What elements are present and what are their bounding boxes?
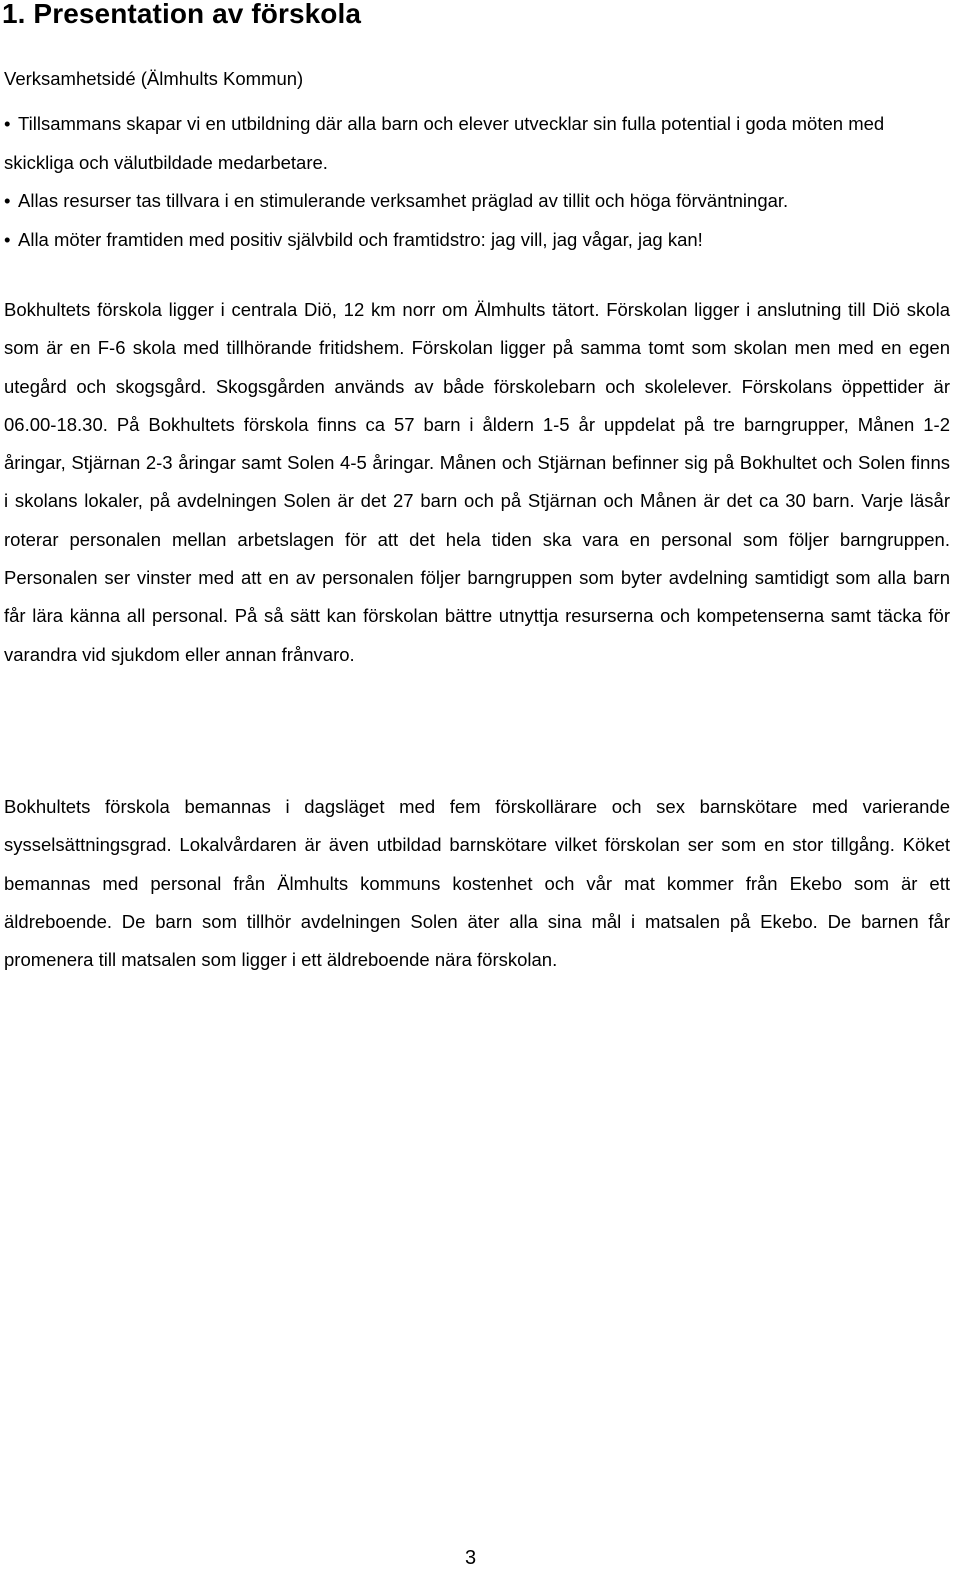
bullet-icon: •: [4, 190, 11, 212]
bullet-text: Alla möter framtiden med positiv självbild och framtidstro: jag vill, jag vågar, jag kan!: [18, 228, 703, 250]
paragraph-presentation: Bokhultets förskola ligger i centrala Diö, 12 km norr om Älmhults tätort. Förskolan ligger i anslutning till Diö skola som är en F-6 skola med tillhörande fritidshem. Förskolan ligger på samma tomt som skolan men med en egen utegård och skogsgård. Skogsgården används av både förskolebarn och skolelever. Förskolans öppettider är 06.00-18.30. På Bokhultets förskola finns ca 57 barn i åldern 1-5 år uppdelat på tre barngrupper, Månen 1-2 åringar, Stjärnan 2-3 åringar samt Solen 4-5 åringar. Månen och Stjärnan befinner sig på Bokhultet och Solen finns i skolans lokaler, på avdelningen Solen är det 27 barn och på Stjärnan och Månen är det ca 30 barn. Varje läsår roterar personalen mellan arbetslagen för att det hela tiden ska vara en personal som följer barngruppen. Personalen ser vinster med att en av personalen följer barngruppen som byter avdelning samtidigt som alla barn får lära känna all personal. På så sätt kan förskolan bättre utnyttja resurserna och kompetenserna samt täcka för varandra vid sjukdom eller annan frånvaro.: [4, 299, 950, 665]
bullet-list: [4, 105, 954, 259]
page-number: 3: [465, 1547, 477, 1569]
bullet-text: Tillsammans skapar vi en utbildning där alla barn och elever utvecklar sin fulla potential i goda möten med skickliga och välutbildade medarbetare.: [4, 113, 885, 173]
bullet-icon: •: [4, 228, 11, 250]
list-item: [4, 182, 954, 221]
list-item: [4, 105, 954, 182]
bullet-icon: •: [4, 113, 11, 134]
page-title: 1. Presentation av förskola: [2, 0, 362, 29]
section-subtitle: Verksamhetsidé (Älmhults Kommun): [4, 68, 304, 89]
list-item: [4, 221, 954, 260]
paragraph-staffing: Bokhultets förskola bemannas i dagsläget med fem förskollärare och sex barnskötare med varierande sysselsättningsgrad. Lokalvårdaren är även utbildad barnskötare vilket förskolan ser som en stor tillgång. Köket bemannas med personal från Älmhults kommuns kostenhet och vår mat kommer från Ekebo som är ett äldreboende. De barn som tillhör avdelningen Solen äter alla sina mål i matsalen på Ekebo. De barnen får promenera till matsalen som ligger i ett äldreboende nära förskolan.: [4, 796, 950, 971]
bullet-text: Allas resurser tas tillvara i en stimulerande verksamhet präglad av tillit och höga förväntningar.: [18, 190, 789, 212]
